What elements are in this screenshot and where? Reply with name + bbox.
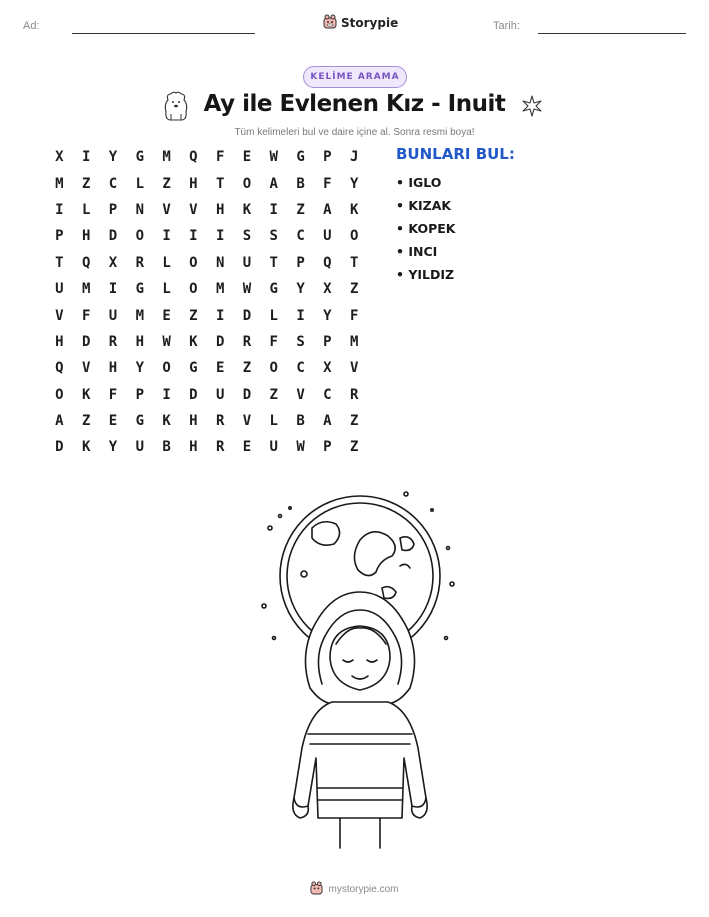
grid-cell[interactable]: W	[162, 333, 171, 350]
grid-cell[interactable]: K	[349, 201, 359, 218]
grid-cell[interactable]: I	[189, 228, 198, 245]
grid-cell[interactable]: I	[215, 228, 225, 245]
word-list	[396, 145, 515, 286]
brand-logo	[323, 13, 398, 32]
grid-cell[interactable]: P	[323, 333, 332, 350]
grid-cell[interactable]: G	[135, 413, 144, 430]
grid-cell[interactable]: U	[242, 254, 252, 271]
grid-cell[interactable]: N	[135, 201, 144, 218]
grid-cell[interactable]: U	[135, 439, 144, 456]
grid-cell[interactable]: A	[323, 413, 332, 430]
grid-cell[interactable]: A	[269, 175, 278, 192]
grid-cell[interactable]: Z	[349, 413, 359, 430]
word-list-title: BUNLARI BUL:	[396, 145, 515, 163]
grid-cell[interactable]: E	[162, 307, 171, 324]
grid-cell[interactable]: B	[296, 175, 305, 192]
grid-cell[interactable]: N	[215, 254, 225, 271]
grid-cell[interactable]: L	[135, 175, 144, 192]
grid-cell[interactable]: Z	[349, 281, 359, 298]
grid-cell[interactable]: Q	[323, 254, 332, 271]
grid-cell[interactable]: I	[269, 201, 278, 218]
grid-cell[interactable]: Y	[349, 175, 359, 192]
footer	[0, 880, 709, 898]
grid-cell[interactable]: G	[189, 360, 198, 377]
grid-cell[interactable]: T	[55, 254, 64, 271]
name-label: Ad:	[23, 20, 40, 32]
grid-cell[interactable]: T	[269, 254, 278, 271]
grid-cell[interactable]: T	[349, 254, 359, 271]
grid-cell[interactable]: O	[189, 281, 198, 298]
grid-cell[interactable]: H	[135, 333, 144, 350]
grid-cell[interactable]: Y	[108, 149, 118, 166]
grid-cell[interactable]: I	[215, 307, 225, 324]
grid-cell[interactable]: G	[135, 281, 144, 298]
grid-cell[interactable]: H	[189, 439, 198, 456]
grid-cell[interactable]: U	[108, 307, 118, 324]
grid-cell[interactable]: S	[242, 228, 252, 245]
grid-cell[interactable]: F	[349, 307, 359, 324]
grid-cell[interactable]: S	[296, 333, 305, 350]
grid-cell[interactable]: K	[242, 201, 252, 218]
grid-cell[interactable]: Y	[108, 439, 118, 456]
grid-cell[interactable]: P	[296, 254, 305, 271]
grid-cell[interactable]: Z	[81, 413, 91, 430]
grid-cell[interactable]: D	[242, 307, 252, 324]
grid-cell[interactable]: U	[269, 439, 278, 456]
grid-cell[interactable]: V	[349, 360, 359, 377]
grid-cell[interactable]: Q	[55, 360, 64, 377]
grid-cell[interactable]: I	[162, 386, 171, 403]
name-line[interactable]	[72, 33, 255, 34]
grid-cell[interactable]: D	[81, 333, 91, 350]
grid-cell[interactable]: O	[269, 360, 278, 377]
instructions: Tüm kelimeleri bul ve daire içine al. Sonra resmi boya!	[234, 127, 475, 138]
grid-cell[interactable]: Z	[162, 175, 171, 192]
grid-cell[interactable]: K	[81, 439, 91, 456]
grid-cell[interactable]: A	[55, 413, 64, 430]
grid-cell[interactable]: R	[135, 254, 144, 271]
grid-cell[interactable]: R	[215, 413, 225, 430]
grid-cell[interactable]: P	[323, 149, 332, 166]
grid-cell[interactable]: C	[108, 175, 118, 192]
grid-cell[interactable]: F	[81, 307, 91, 324]
grid-cell[interactable]: O	[162, 360, 171, 377]
grid-cell[interactable]: E	[242, 149, 252, 166]
grid-cell[interactable]: B	[296, 413, 305, 430]
grid-cell[interactable]: L	[81, 201, 91, 218]
grid-cell[interactable]: W	[242, 281, 252, 298]
storypie-logo-icon	[310, 880, 323, 898]
grid-cell[interactable]: P	[135, 386, 144, 403]
grid-cell[interactable]: P	[108, 201, 118, 218]
grid-cell[interactable]: Z	[81, 175, 91, 192]
grid-cell[interactable]: H	[108, 360, 118, 377]
grid-cell[interactable]: Z	[349, 439, 359, 456]
grid-cell[interactable]: Z	[189, 307, 198, 324]
grid-cell[interactable]: C	[323, 386, 332, 403]
grid-cell[interactable]: I	[81, 149, 91, 166]
grid-cell[interactable]: V	[296, 386, 305, 403]
grid-cell[interactable]: M	[162, 149, 171, 166]
grid-cell[interactable]: H	[189, 413, 198, 430]
grid-cell[interactable]: Z	[296, 201, 305, 218]
grid-cell[interactable]: M	[215, 281, 225, 298]
grid-cell[interactable]: L	[162, 281, 171, 298]
grid-cell[interactable]: O	[349, 228, 359, 245]
grid-cell[interactable]: V	[189, 201, 198, 218]
grid-cell[interactable]: O	[189, 254, 198, 271]
grid-cell[interactable]: R	[215, 439, 225, 456]
grid-cell[interactable]: T	[215, 175, 225, 192]
grid-cell[interactable]: X	[55, 149, 64, 166]
grid-cell[interactable]: Z	[242, 360, 252, 377]
brand-name: Storypie	[341, 15, 399, 30]
grid-cell[interactable]: H	[81, 228, 91, 245]
grid-cell[interactable]: F	[269, 333, 278, 350]
grid-cell[interactable]: S	[269, 228, 278, 245]
grid-cell[interactable]: K	[162, 413, 171, 430]
grid-cell[interactable]: I	[162, 228, 171, 245]
page-title: Ay ile Evlenen Kız - Inuit	[203, 91, 506, 117]
grid-cell[interactable]: O	[55, 386, 64, 403]
grid-cell[interactable]: U	[215, 386, 225, 403]
grid-cell[interactable]: A	[323, 201, 332, 218]
activity-badge: KELİME ARAMA	[303, 66, 407, 88]
grid-cell[interactable]: Q	[81, 254, 91, 271]
grid-cell[interactable]: U	[55, 281, 64, 298]
word-search-grid	[46, 144, 368, 461]
grid-cell[interactable]: I	[108, 281, 118, 298]
grid-cell[interactable]: F	[323, 175, 332, 192]
grid-cell[interactable]: D	[215, 333, 225, 350]
grid-cell[interactable]: I	[55, 201, 64, 218]
grid-cell[interactable]: V	[81, 360, 91, 377]
grid-cell[interactable]: O	[135, 228, 144, 245]
grid-cell[interactable]: Z	[269, 386, 278, 403]
grid-cell[interactable]: P	[55, 228, 64, 245]
word-list-item: • KOPEK	[396, 221, 456, 236]
grid-cell[interactable]: K	[189, 333, 198, 350]
grid-cell[interactable]: W	[269, 149, 278, 166]
word-list-item: • YILDIZ	[396, 267, 455, 282]
grid-cell[interactable]: D	[108, 228, 118, 245]
coloring-illustration	[250, 488, 470, 862]
grid-cell[interactable]: E	[108, 413, 118, 430]
grid-cell[interactable]: R	[108, 333, 118, 350]
grid-cell[interactable]: G	[269, 281, 278, 298]
grid-cell[interactable]: M	[55, 175, 64, 192]
grid-cell[interactable]: C	[296, 228, 305, 245]
grid-cell[interactable]: M	[349, 333, 359, 350]
date-label: Tarih:	[493, 20, 520, 32]
grid-cell[interactable]: D	[189, 386, 198, 403]
grid-cell[interactable]: X	[323, 360, 332, 377]
grid-cell[interactable]: G	[135, 149, 144, 166]
grid-cell[interactable]: C	[296, 360, 305, 377]
grid-cell[interactable]: R	[349, 386, 359, 403]
grid-cell[interactable]: O	[242, 175, 252, 192]
storypie-logo-icon	[323, 13, 337, 32]
grid-cell[interactable]: G	[296, 149, 305, 166]
grid-cell[interactable]: U	[323, 228, 332, 245]
grid-cell[interactable]: X	[323, 281, 332, 298]
grid-cell[interactable]: V	[55, 307, 64, 324]
grid-cell[interactable]: L	[269, 307, 278, 324]
grid-cell[interactable]: H	[215, 201, 225, 218]
grid-cell[interactable]: F	[108, 386, 118, 403]
grid-cell[interactable]: M	[81, 281, 91, 298]
grid-cell[interactable]: D	[242, 386, 252, 403]
grid-cell[interactable]: P	[323, 439, 332, 456]
grid-cell[interactable]: K	[81, 386, 91, 403]
grid-cell[interactable]: R	[242, 333, 252, 350]
grid-cell[interactable]: Y	[323, 307, 332, 324]
grid-cell[interactable]: V	[162, 201, 171, 218]
grid-cell[interactable]: M	[135, 307, 144, 324]
grid-cell[interactable]: B	[162, 439, 171, 456]
grid-cell[interactable]: X	[108, 254, 118, 271]
grid-cell[interactable]: I	[296, 307, 305, 324]
grid-cell[interactable]: H	[55, 333, 64, 350]
grid-cell[interactable]: L	[162, 254, 171, 271]
grid-cell[interactable]: E	[215, 360, 225, 377]
grid-cell[interactable]: H	[189, 175, 198, 192]
grid-cell[interactable]: F	[215, 149, 225, 166]
word-list-item: • IGLO	[396, 175, 442, 190]
grid-cell[interactable]: L	[269, 413, 278, 430]
grid-cell[interactable]: E	[242, 439, 252, 456]
grid-cell[interactable]: Y	[135, 360, 144, 377]
grid-cell[interactable]: Q	[189, 149, 198, 166]
word-list-item: • KIZAK	[396, 198, 452, 213]
grid-cell[interactable]: V	[242, 413, 252, 430]
date-line[interactable]	[538, 33, 686, 34]
grid-cell[interactable]: W	[296, 439, 305, 456]
footer-site[interactable]: mystorypie.com	[328, 883, 399, 895]
sparkle-star-icon	[521, 95, 543, 121]
word-list-item: • INCI	[396, 244, 438, 259]
grid-cell[interactable]: J	[349, 149, 359, 166]
grid-cell[interactable]: Y	[296, 281, 305, 298]
grid-cell[interactable]: D	[55, 439, 64, 456]
